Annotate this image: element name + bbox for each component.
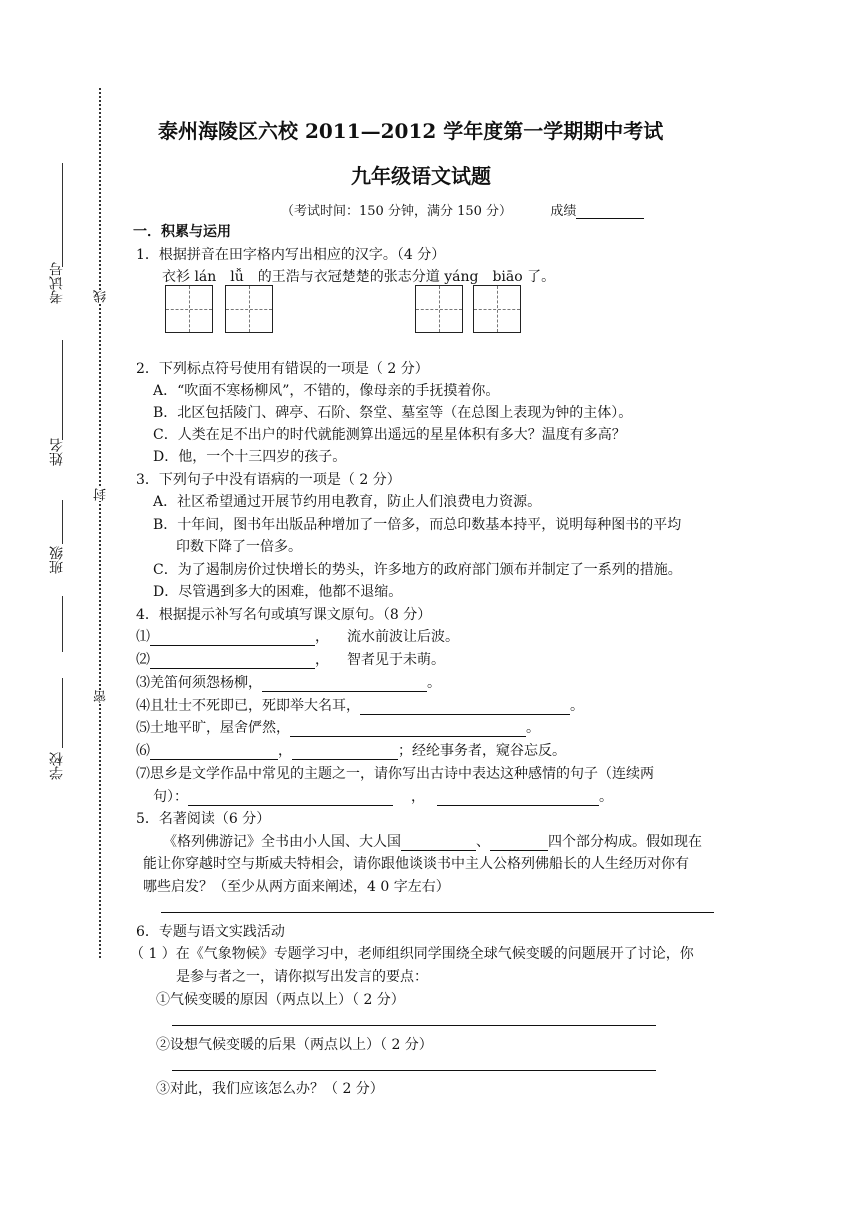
section-heading: 一．积累与运用 xyxy=(133,224,231,240)
q1-pinyin-line: 衣衫 lán lǚ 的王浩与衣冠楚楚的张志分道 yáng biāo 了。 xyxy=(162,269,556,285)
q5-dot: 、 xyxy=(476,834,490,850)
q4-item-2 xyxy=(136,649,445,669)
exam-title: 泰州海陵区六校 2011—2012 学年度第一学期期中考试 xyxy=(158,119,664,143)
exam-no-label: 考试号 xyxy=(49,262,65,304)
exam-info xyxy=(281,200,644,219)
q4-item-4-blank[interactable] xyxy=(360,700,570,715)
q4-item-2-number: ⑵ xyxy=(136,652,150,668)
school-fill-line xyxy=(62,678,63,748)
q4-item-5 xyxy=(136,717,540,737)
class-fill-line xyxy=(62,500,63,544)
q5-line3: 哪些启发？（至少从两方面来阐述，4 0 字左右） xyxy=(143,879,450,895)
q4-item-7-line2 xyxy=(153,786,613,806)
q6-part1-line2: 是参与者之一，请你拟写出发言的要点： xyxy=(176,969,428,985)
q6-sub1: ①气候变暖的原因（两点以上）（ 2 分） xyxy=(156,992,405,1008)
q2-option-c: C．人类在足不出户的时代就能测算出遥远的星星体积有多大？温度有多高？ xyxy=(153,427,626,443)
tianzige-box-1[interactable] xyxy=(165,285,213,333)
q4-item-2-blank[interactable] xyxy=(150,654,315,669)
tianzige-box-4[interactable] xyxy=(473,285,521,333)
q2-stem: 2．下列标点符号使用有错误的一项是（ 2 分） xyxy=(136,361,429,377)
q4-item-6-number: ⑹ xyxy=(136,743,150,759)
exam-time-info: （考试时间：150 分钟，满分 150 分） xyxy=(281,204,513,219)
score-label: 成绩 xyxy=(550,204,577,219)
q4-item-1-blank[interactable] xyxy=(150,631,315,646)
exam-no-fill-line xyxy=(62,163,63,267)
q5-answer-line[interactable] xyxy=(161,912,714,913)
q4-item-2-comma: ， xyxy=(315,652,329,668)
q4-item-4 xyxy=(136,695,584,715)
score-blank xyxy=(576,204,644,219)
q3-stem: 3．下列句子中没有语病的一项是（ 2 分） xyxy=(136,472,401,488)
q5-line1-text-b: 四个部分构成。假如现在 xyxy=(548,834,702,850)
q6-sub3: ③对此，我们应该怎么办？（ 2 分） xyxy=(156,1081,384,1097)
q4-item-5-blank[interactable] xyxy=(290,722,526,737)
q4-item-6 xyxy=(136,740,566,760)
q6-sub2-answer-line[interactable] xyxy=(172,1070,656,1071)
school-label: 学校 xyxy=(49,752,65,780)
q4-item-3 xyxy=(136,672,441,692)
q6-sub2: ②设想气候变暖的后果（两点以上）（ 2 分） xyxy=(156,1037,433,1053)
q4-item-1-comma: ， xyxy=(315,629,329,645)
q4-item-6-text: ；经纶事务者，窥谷忘反。 xyxy=(398,743,566,759)
q6-part1-line1: （ 1 ）在《气象物候》专题学习中，老师组织同学围绕全球气候变暖的问题展开了讨论，你 xyxy=(130,946,694,962)
q4-item-7-line1: ⑺思乡是文学作品中常见的主题之一，请你写出古诗中表达这种感情的句子（连续两 xyxy=(136,766,654,782)
q4-item-7-text: 句）： xyxy=(153,789,188,805)
q5-blank-1[interactable] xyxy=(401,836,476,851)
q4-item-1-number: ⑴ xyxy=(136,629,150,645)
q4-item-4-period: 。 xyxy=(570,698,584,714)
q5-stem: 5．名著阅读（6 分） xyxy=(136,811,271,827)
q4-stem: 4．根据提示补写名句或填写课文原句。（8 分） xyxy=(136,607,432,623)
q4-item-1 xyxy=(136,626,459,646)
q3-option-c: C．为了遏制房价过快增长的势头，许多地方的政府部门颁布并制定了一系列的措施。 xyxy=(153,562,682,578)
binding-char-seal: 封 xyxy=(94,488,109,501)
q4-item-7-period: 。 xyxy=(599,789,613,805)
q4-item-2-text: 智者见于未萌。 xyxy=(347,652,445,668)
binding-char-secret: 密 xyxy=(94,690,109,703)
q4-item-7-comma: ， xyxy=(411,789,425,805)
q2-option-a: A．“吹面不寒杨柳风”，不错的，像母亲的手抚摸着你。 xyxy=(153,383,500,399)
q4-item-5-period: 。 xyxy=(526,720,540,736)
q6-sub1-answer-line[interactable] xyxy=(172,1025,656,1026)
q4-item-3-text: ⑶羌笛何须怨杨柳， xyxy=(136,675,262,691)
q4-item-6-blank-2[interactable] xyxy=(292,745,398,760)
q4-item-5-text: ⑸土地平旷，屋舍俨然， xyxy=(136,720,290,736)
name-fill-line xyxy=(62,340,63,440)
q5-blank-2[interactable] xyxy=(490,836,548,851)
q4-item-1-text: 流水前波让后波。 xyxy=(347,629,459,645)
name-label: 姓名 xyxy=(49,438,65,466)
binding-dotted-line xyxy=(99,88,101,958)
q4-item-7-blank-1[interactable] xyxy=(188,791,393,806)
q5-line1-text-a: 《格列佛游记》全书由小人国、大人国 xyxy=(163,834,401,850)
q4-item-7-blank-2[interactable] xyxy=(437,791,599,806)
q5-line1 xyxy=(163,831,702,851)
q4-item-3-period: 。 xyxy=(427,675,441,691)
q4-item-4-text: ⑷且壮士不死即已，死即举大名耳， xyxy=(136,698,360,714)
tianzige-box-2[interactable] xyxy=(225,285,273,333)
tianzige-box-3[interactable] xyxy=(415,285,463,333)
class-fill-line-2 xyxy=(62,596,63,652)
q2-option-d: D．他，一个十三四岁的孩子。 xyxy=(153,449,347,465)
q3-option-b-line1: B．十年间，图书年出版品种增加了一倍多，而总印数基本持平，说明每种图书的平均 xyxy=(153,517,682,533)
q4-item-6-blank-1[interactable] xyxy=(150,745,278,760)
q3-option-a: A．社区希望通过开展节约用电教育，防止人们浪费电力资源。 xyxy=(153,494,542,510)
q4-item-6-comma: ， xyxy=(278,743,292,759)
q3-option-b-line2: 印数下降了一倍多。 xyxy=(176,539,302,555)
q2-option-b: B．北区包括陵门、碑亭、石阶、祭堂、墓室等（在总图上表现为钟的主体）。 xyxy=(153,405,633,421)
q4-item-3-blank[interactable] xyxy=(262,677,427,692)
q6-stem: 6．专题与语文实践活动 xyxy=(136,924,285,940)
binding-char-line: 线 xyxy=(94,290,109,303)
class-label: 班级 xyxy=(49,546,65,574)
q1-stem: 1．根据拼音在田字格内写出相应的汉字。（4 分） xyxy=(136,247,446,263)
q5-line2: 能让你穿越时空与斯威夫特相会，请你跟他谈谈书中主人公格列佛船长的人生经历对你有 xyxy=(143,856,689,872)
q3-option-d: D．尽管遇到多大的困难，他都不退缩。 xyxy=(153,584,403,600)
exam-subtitle: 九年级语文试题 xyxy=(351,164,491,188)
